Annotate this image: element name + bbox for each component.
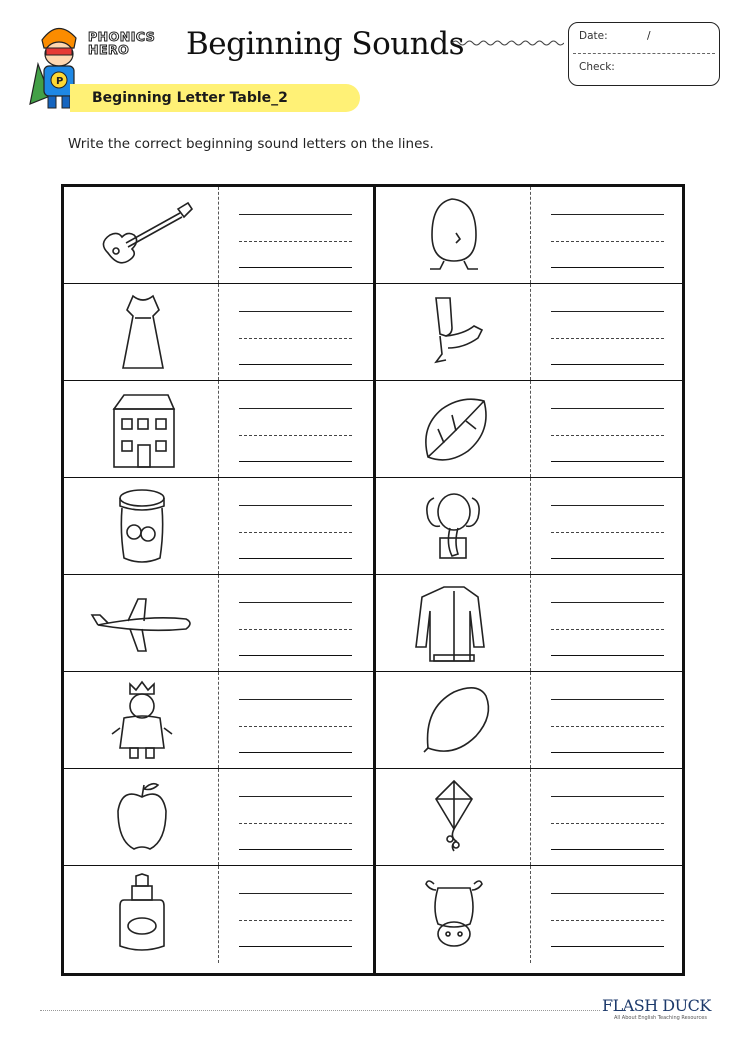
date-check-box bbox=[568, 22, 720, 86]
writing-line-mid[interactable] bbox=[239, 629, 352, 630]
date-label: Date: bbox=[579, 30, 608, 42]
phonics-hero-logo bbox=[88, 30, 155, 56]
cell-divider bbox=[218, 381, 219, 477]
writing-line-top[interactable] bbox=[239, 699, 352, 700]
row-dress bbox=[64, 284, 373, 381]
cell-divider bbox=[530, 187, 531, 283]
cell-divider bbox=[218, 284, 219, 380]
house-icon bbox=[78, 387, 208, 471]
cow-icon bbox=[390, 872, 520, 956]
worksheet-table bbox=[61, 184, 685, 976]
writing-line-mid[interactable] bbox=[239, 920, 352, 921]
date-separator: / bbox=[647, 30, 651, 42]
writing-line-mid[interactable] bbox=[551, 823, 664, 824]
writing-line-base[interactable] bbox=[239, 461, 352, 462]
check-label: Check: bbox=[579, 61, 615, 73]
writing-line-mid[interactable] bbox=[239, 823, 352, 824]
row-airplane bbox=[64, 575, 373, 672]
page-title: Beginning Sounds bbox=[186, 26, 464, 62]
row-leaf bbox=[376, 381, 685, 478]
leaf-icon bbox=[390, 387, 520, 471]
writing-line-top[interactable] bbox=[239, 796, 352, 797]
jam-jar-icon bbox=[78, 484, 208, 568]
cell-divider bbox=[530, 866, 531, 963]
writing-line-base[interactable] bbox=[239, 752, 352, 753]
right-column bbox=[376, 187, 685, 973]
writing-line-top[interactable] bbox=[551, 311, 664, 312]
writing-line-base[interactable] bbox=[551, 946, 664, 947]
writing-line-base[interactable] bbox=[239, 849, 352, 850]
row-arm bbox=[376, 284, 685, 381]
elephant-icon bbox=[390, 484, 520, 568]
egg-icon bbox=[390, 193, 520, 277]
writing-line-mid[interactable] bbox=[551, 920, 664, 921]
cell-divider bbox=[530, 769, 531, 865]
apple-icon bbox=[78, 775, 208, 859]
writing-line-top[interactable] bbox=[551, 505, 664, 506]
writing-line-top[interactable] bbox=[551, 893, 664, 894]
row-elephant bbox=[376, 478, 685, 575]
cell-divider bbox=[530, 672, 531, 768]
arm-icon bbox=[390, 290, 520, 374]
airplane-icon bbox=[78, 581, 208, 665]
left-column bbox=[64, 187, 373, 973]
writing-line-top[interactable] bbox=[239, 311, 352, 312]
logo-line1: PHONICS bbox=[88, 29, 156, 44]
row-king bbox=[64, 672, 373, 769]
writing-line-mid[interactable] bbox=[239, 435, 352, 436]
jacket-icon bbox=[390, 581, 520, 665]
writing-line-base[interactable] bbox=[551, 267, 664, 268]
cell-divider bbox=[218, 769, 219, 865]
kite-icon bbox=[390, 775, 520, 859]
king-icon bbox=[78, 678, 208, 762]
cell-divider bbox=[530, 575, 531, 671]
writing-line-mid[interactable] bbox=[239, 726, 352, 727]
writing-line-base[interactable] bbox=[239, 655, 352, 656]
worksheet-subtitle: Beginning Letter Table_2 bbox=[92, 90, 288, 106]
writing-line-top[interactable] bbox=[239, 214, 352, 215]
writing-line-mid[interactable] bbox=[551, 241, 664, 242]
cell-divider bbox=[218, 575, 219, 671]
writing-line-mid[interactable] bbox=[551, 338, 664, 339]
squiggle-decoration bbox=[452, 38, 564, 48]
row-house bbox=[64, 381, 373, 478]
writing-line-top[interactable] bbox=[551, 408, 664, 409]
cell-divider bbox=[218, 187, 219, 283]
writing-line-base[interactable] bbox=[551, 752, 664, 753]
writing-line-base[interactable] bbox=[239, 946, 352, 947]
writing-line-top[interactable] bbox=[239, 893, 352, 894]
writing-line-mid[interactable] bbox=[239, 532, 352, 533]
svg-text:P: P bbox=[56, 76, 64, 87]
row-jacket bbox=[376, 575, 685, 672]
cell-divider bbox=[530, 381, 531, 477]
writing-line-top[interactable] bbox=[239, 408, 352, 409]
writing-line-mid[interactable] bbox=[551, 629, 664, 630]
row-lemon bbox=[376, 672, 685, 769]
cell-divider bbox=[530, 284, 531, 380]
writing-line-base[interactable] bbox=[551, 461, 664, 462]
row-jam bbox=[64, 478, 373, 575]
writing-line-top[interactable] bbox=[551, 602, 664, 603]
brand-tagline: All About English Teaching Resources bbox=[614, 1015, 707, 1021]
writing-line-top[interactable] bbox=[551, 796, 664, 797]
writing-line-top[interactable] bbox=[239, 602, 352, 603]
instructions: Write the correct beginning sound letters on the lines. bbox=[68, 136, 434, 152]
writing-line-base[interactable] bbox=[239, 364, 352, 365]
cell-divider bbox=[218, 478, 219, 574]
writing-line-base[interactable] bbox=[551, 364, 664, 365]
writing-line-mid[interactable] bbox=[239, 338, 352, 339]
brand-name: FLASH DUCK bbox=[602, 996, 711, 1015]
writing-line-mid[interactable] bbox=[551, 726, 664, 727]
row-cow bbox=[376, 866, 685, 963]
row-kite bbox=[376, 769, 685, 866]
lemon-icon bbox=[390, 678, 520, 762]
row-egg bbox=[376, 187, 685, 284]
writing-line-mid[interactable] bbox=[551, 435, 664, 436]
writing-line-base[interactable] bbox=[239, 267, 352, 268]
writing-line-top[interactable] bbox=[551, 699, 664, 700]
date-box-divider bbox=[573, 53, 715, 54]
writing-line-top[interactable] bbox=[551, 214, 664, 215]
writing-line-top[interactable] bbox=[239, 505, 352, 506]
writing-line-base[interactable] bbox=[551, 849, 664, 850]
row-apple bbox=[64, 769, 373, 866]
glue-icon bbox=[78, 872, 208, 956]
writing-line-mid[interactable] bbox=[239, 241, 352, 242]
logo-line2: HERO bbox=[88, 42, 130, 57]
cell-divider bbox=[218, 866, 219, 963]
guitar-icon bbox=[78, 193, 208, 277]
writing-line-base[interactable] bbox=[551, 655, 664, 656]
writing-line-mid[interactable] bbox=[551, 532, 664, 533]
row-glue bbox=[64, 866, 373, 963]
writing-line-base[interactable] bbox=[239, 558, 352, 559]
flash-duck-logo bbox=[602, 996, 720, 1026]
writing-line-base[interactable] bbox=[551, 558, 664, 559]
row-guitar bbox=[64, 187, 373, 284]
dress-icon bbox=[78, 290, 208, 374]
cell-divider bbox=[530, 478, 531, 574]
cell-divider bbox=[218, 672, 219, 768]
footer-divider bbox=[40, 1010, 600, 1011]
